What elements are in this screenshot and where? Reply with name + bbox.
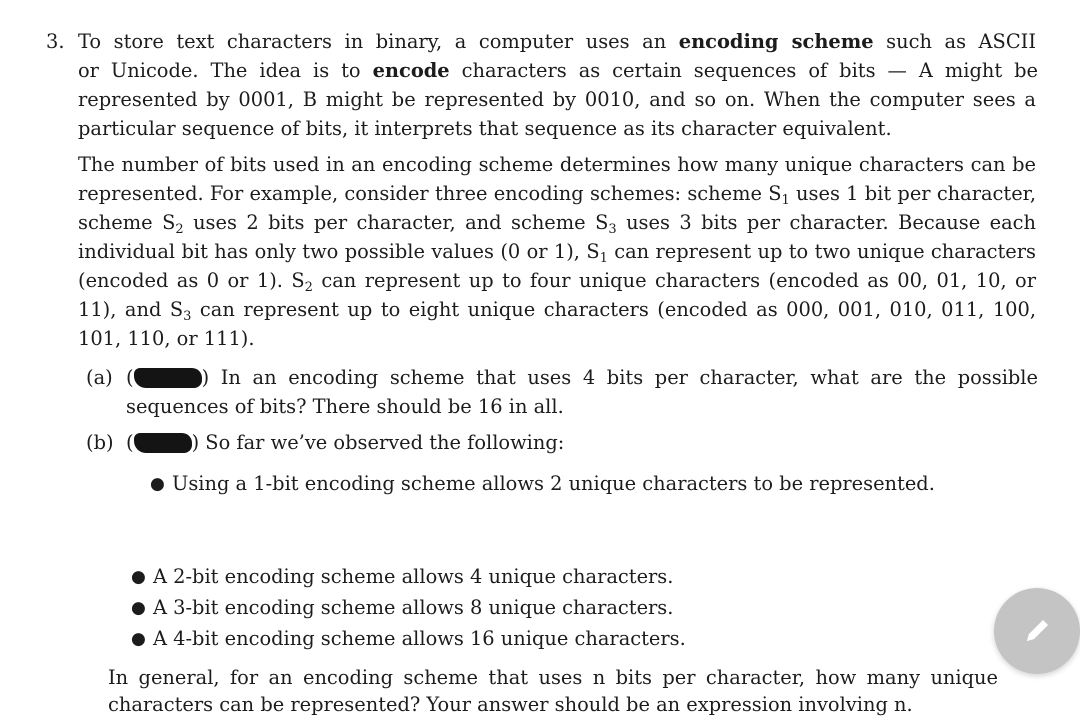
p2-line-1: The number of bits used in an encoding scheme determines how many unique characters can be [78,153,1036,176]
part-b-label: (b) [86,431,114,454]
bullet-item-4: A 4-bit encoding scheme allows 16 unique characters. [153,627,686,650]
part-b-question-2: characters can be represented? Your answer should be an expression involving n. [108,693,913,716]
part-a-line-2: sequences of bits? There should be 16 in all. [126,395,564,418]
term-encode: encode [372,59,450,82]
p2-line-5: (encoded as 0 or 1). $S_2$ can represent up to four unique characters (encoded as 00, 01, 10, or [78,269,1036,295]
bullet-icon: ● [131,629,146,649]
p2-line-4: individual bit has only two possible values (0 or 1), $S_1$ can represent up to two unique characters [78,240,1036,266]
pencil-icon [1019,613,1055,649]
edit-button[interactable] [994,588,1080,674]
p2-line-3: scheme $S_2$ uses 2 bits per character, and scheme $S_3$ uses 3 bits per character. Because each [78,211,1036,237]
bullet-icon: ● [131,567,146,587]
part-b-question-1: In general, for an encoding scheme that uses n bits per character, how many unique [108,666,998,689]
part-a-line-1: ( ) In an encoding scheme that uses 4 bits per character, what are the possible [126,366,1038,389]
part-b-line-1: ( ) So far we’ve observed the following: [126,431,565,454]
p1-line-4: particular sequence of bits, it interprets that sequence as its character equivalent. [78,117,892,140]
p2-line-6: 11), and $S_3$ can represent up to eight unique characters (encoded as 000, 001, 010, 011, 100, [78,298,1036,324]
bullet-item-1: Using a 1-bit encoding scheme allows 2 unique characters to be represented. [172,472,935,495]
part-a-label: (a) [86,366,113,389]
p2-line-2: represented. For example, consider three encoding schemes: scheme $S_1$ uses 1 bit per character, [78,182,1036,208]
redaction-mark [134,433,192,453]
problem-number: 3. [46,30,65,53]
p1-line-2: or Unicode. The idea is to encode characters as certain sequences of bits — A might be [78,59,1038,82]
bullet-icon: ● [150,474,165,494]
term-encoding-scheme: encoding scheme [678,30,874,53]
p1-line-1: To store text characters in binary, a computer uses an encoding scheme such as ASCII [78,30,1036,53]
p1-line-3: represented by 0001, B might be represented by 0010, and so on. When the computer sees a [78,88,1036,111]
p2-line-7: 101, 110, or 111). [78,327,255,350]
bullet-item-3: A 3-bit encoding scheme allows 8 unique characters. [153,596,674,619]
bullet-icon: ● [131,598,146,618]
redaction-mark [134,368,202,388]
bullet-item-2: A 2-bit encoding scheme allows 4 unique characters. [153,565,674,588]
